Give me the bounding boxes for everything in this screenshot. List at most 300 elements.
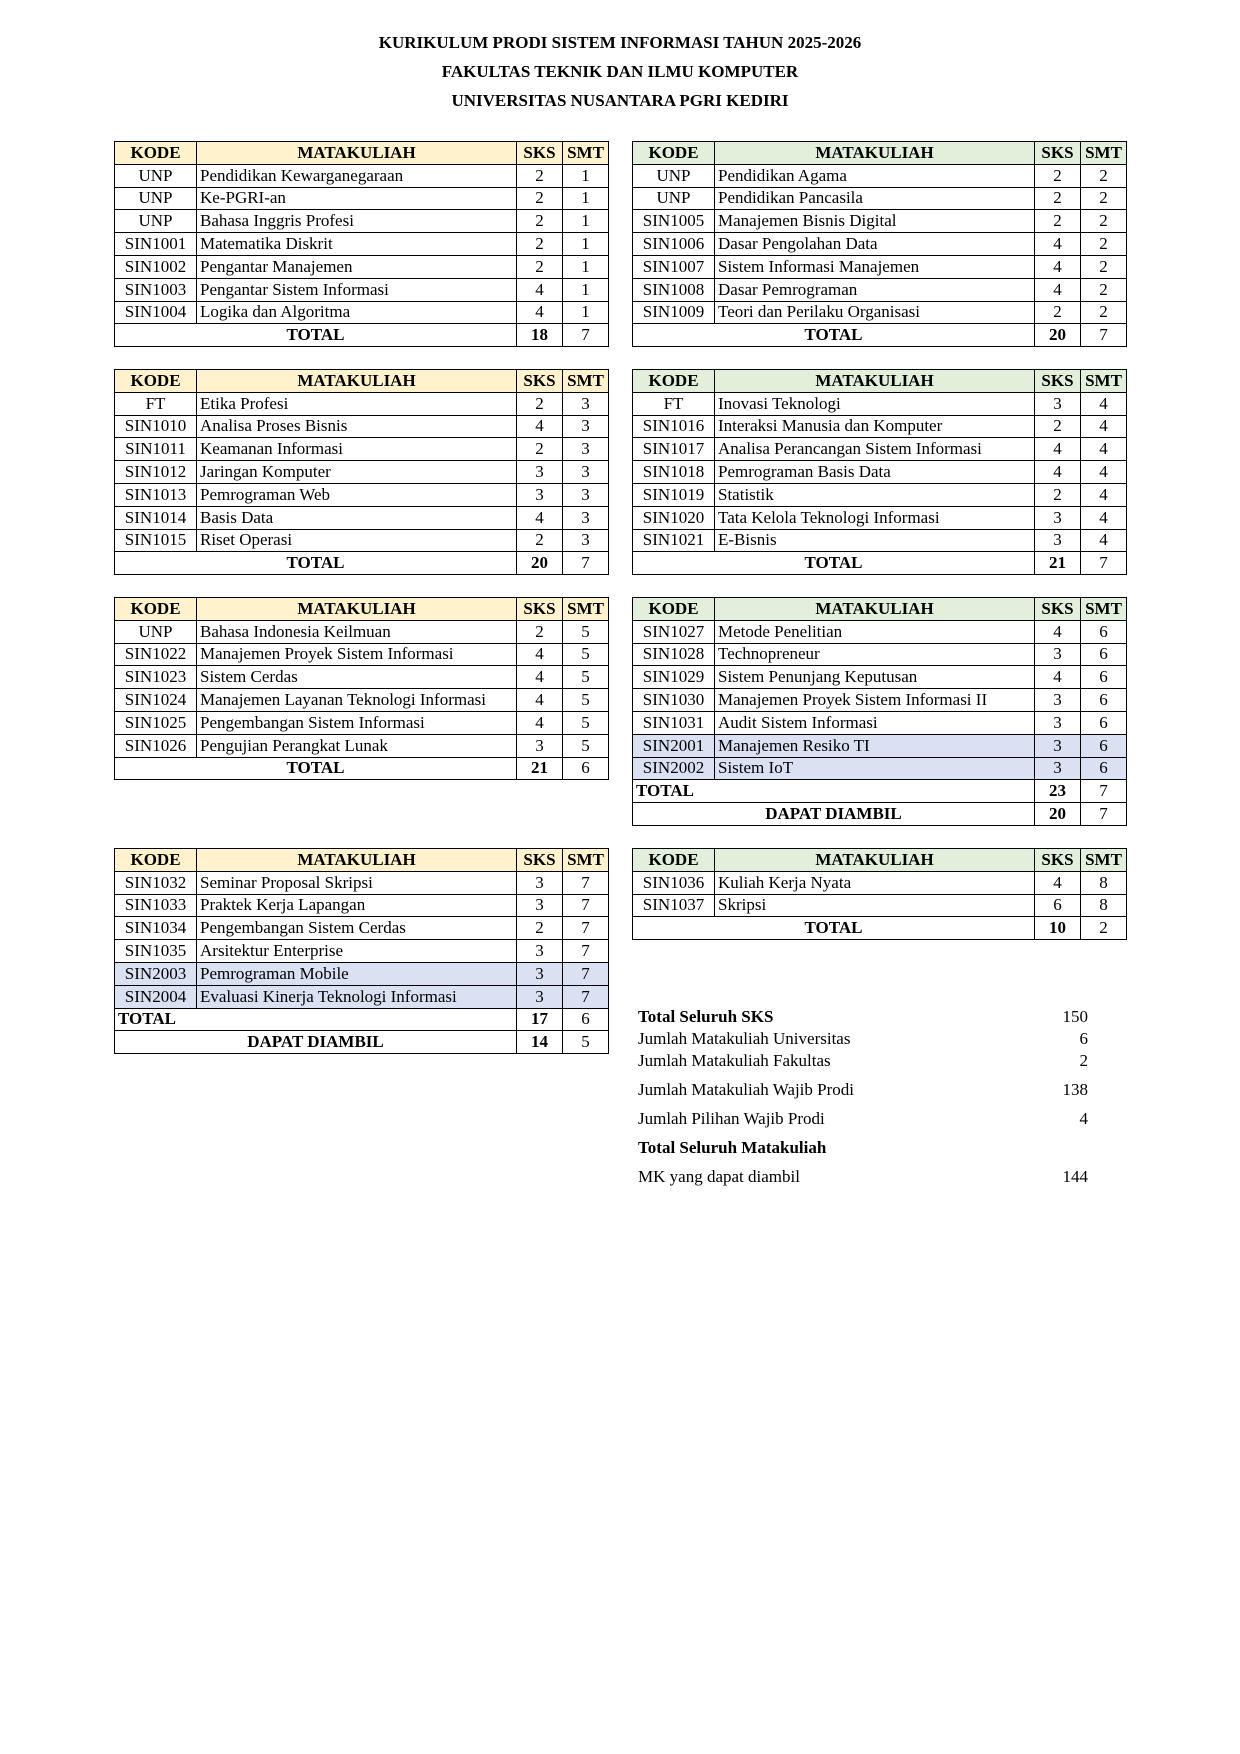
column-header-matakuliah: MATAKULIAH <box>715 370 1035 393</box>
total-label: TOTAL <box>115 1008 517 1031</box>
course-name: Skripsi <box>715 894 1035 917</box>
table-row <box>115 940 609 963</box>
course-code: UNP <box>633 187 715 210</box>
table-row <box>115 985 609 1008</box>
course-code: SIN1011 <box>115 438 197 461</box>
course-code: SIN1027 <box>633 620 715 643</box>
course-name: Audit Sistem Informasi <box>715 711 1035 734</box>
summary-label: Jumlah Matakuliah Fakultas <box>638 1051 831 1070</box>
course-sks: 2 <box>517 917 563 940</box>
course-smt: 5 <box>563 643 609 666</box>
summary-label: Total Seluruh Matakuliah <box>638 1138 827 1157</box>
dapat-diambil-smt: 7 <box>1081 803 1127 826</box>
table-row <box>633 483 1127 506</box>
university-title: UNIVERSITAS NUSANTARA PGRI KEDIRI <box>451 91 789 110</box>
course-smt: 5 <box>563 689 609 712</box>
total-row <box>633 324 1127 347</box>
course-sks: 4 <box>1035 666 1081 689</box>
course-smt: 4 <box>1081 529 1127 552</box>
table-header-row <box>115 370 609 393</box>
summary-label: Jumlah Matakuliah Universitas <box>638 1029 851 1048</box>
course-code: SIN1029 <box>633 666 715 689</box>
course-smt: 6 <box>1081 620 1127 643</box>
course-smt: 5 <box>563 734 609 757</box>
course-name: Manajemen Proyek Sistem Informasi II <box>715 689 1035 712</box>
course-sks: 2 <box>517 210 563 233</box>
course-sks: 3 <box>517 871 563 894</box>
course-smt: 7 <box>563 940 609 963</box>
course-smt: 1 <box>563 301 609 324</box>
column-header-sks: SKS <box>1035 849 1081 872</box>
total-smt: 7 <box>1081 552 1127 575</box>
summary-label: MK yang dapat diambil <box>638 1167 800 1186</box>
course-name: Pengembangan Sistem Informasi <box>197 711 517 734</box>
course-code: SIN1004 <box>115 301 197 324</box>
semester-table <box>114 848 609 1054</box>
course-sks: 4 <box>517 711 563 734</box>
table-row <box>115 734 609 757</box>
total-label: TOTAL <box>633 552 1035 575</box>
course-name: Technopreneur <box>715 643 1035 666</box>
course-code: UNP <box>115 210 197 233</box>
total-row <box>115 552 609 575</box>
table-header-row <box>115 142 609 165</box>
course-sks: 6 <box>1035 894 1081 917</box>
course-name: Teori dan Perilaku Organisasi <box>715 301 1035 324</box>
total-row <box>633 917 1127 940</box>
course-sks: 3 <box>1035 529 1081 552</box>
column-header-kode: KODE <box>115 849 197 872</box>
summary-value: 144 <box>1062 1167 1088 1186</box>
column-header-smt: SMT <box>563 849 609 872</box>
course-code: SIN1033 <box>115 894 197 917</box>
table-row <box>633 301 1127 324</box>
course-smt: 1 <box>563 187 609 210</box>
course-smt: 3 <box>563 529 609 552</box>
course-smt: 4 <box>1081 461 1127 484</box>
course-code: UNP <box>115 187 197 210</box>
dapat-diambil-smt: 5 <box>563 1031 609 1054</box>
course-smt: 7 <box>563 894 609 917</box>
semester-table <box>632 848 1127 940</box>
course-code: SIN1013 <box>115 483 197 506</box>
semester-table <box>632 141 1127 347</box>
document-title: KURIKULUM PRODI SISTEM INFORMASI TAHUN 2025-2026 <box>378 33 862 52</box>
total-sks: 17 <box>517 1008 563 1031</box>
course-name: Inovasi Teknologi <box>715 392 1035 415</box>
course-sks: 4 <box>1035 278 1081 301</box>
table-row <box>633 278 1127 301</box>
course-sks: 2 <box>517 529 563 552</box>
course-code: SIN1031 <box>633 711 715 734</box>
summary-row <box>638 1051 1088 1073</box>
course-sks: 3 <box>517 894 563 917</box>
course-name: Evaluasi Kinerja Teknologi Informasi <box>197 985 517 1008</box>
course-code: SIN1014 <box>115 506 197 529</box>
semester-table <box>114 597 609 780</box>
course-name: Praktek Kerja Lapangan <box>197 894 517 917</box>
table-row <box>115 278 609 301</box>
table-row <box>633 164 1127 187</box>
course-sks: 2 <box>1035 415 1081 438</box>
course-sks: 3 <box>1035 392 1081 415</box>
table-row <box>115 711 609 734</box>
table-row <box>633 643 1127 666</box>
table-row <box>115 187 609 210</box>
total-sks: 10 <box>1035 917 1081 940</box>
table-row <box>115 666 609 689</box>
course-name: Pengujian Perangkat Lunak <box>197 734 517 757</box>
course-name: Pendidikan Kewarganegaraan <box>197 164 517 187</box>
table-row <box>633 210 1127 233</box>
course-sks: 3 <box>1035 643 1081 666</box>
course-sks: 4 <box>517 643 563 666</box>
course-smt: 7 <box>563 985 609 1008</box>
table-row <box>115 461 609 484</box>
course-name: Pengantar Manajemen <box>197 255 517 278</box>
total-row <box>115 1008 609 1031</box>
course-smt: 4 <box>1081 483 1127 506</box>
total-smt: 7 <box>1081 780 1127 803</box>
course-smt: 8 <box>1081 871 1127 894</box>
table-header-row <box>633 598 1127 621</box>
dapat-diambil-row <box>633 803 1127 826</box>
table-row <box>633 711 1127 734</box>
course-sks: 3 <box>517 962 563 985</box>
course-smt: 3 <box>563 506 609 529</box>
table-row <box>115 483 609 506</box>
course-smt: 3 <box>563 415 609 438</box>
course-smt: 6 <box>1081 734 1127 757</box>
column-header-matakuliah: MATAKULIAH <box>197 598 517 621</box>
summary-label: Total Seluruh SKS <box>638 1007 774 1026</box>
column-header-smt: SMT <box>563 598 609 621</box>
course-sks: 3 <box>1035 689 1081 712</box>
course-smt: 6 <box>1081 711 1127 734</box>
column-header-kode: KODE <box>115 142 197 165</box>
total-smt: 7 <box>563 552 609 575</box>
course-smt: 3 <box>563 461 609 484</box>
column-header-kode: KODE <box>633 598 715 621</box>
course-sks: 2 <box>517 187 563 210</box>
summary-label: Jumlah Pilihan Wajib Prodi <box>638 1109 825 1128</box>
course-sks: 3 <box>517 734 563 757</box>
table-row <box>115 620 609 643</box>
course-smt: 5 <box>563 711 609 734</box>
course-smt: 1 <box>563 278 609 301</box>
course-sks: 2 <box>1035 483 1081 506</box>
course-name: Jaringan Komputer <box>197 461 517 484</box>
table-row <box>633 187 1127 210</box>
course-name: Sistem IoT <box>715 757 1035 780</box>
course-sks: 4 <box>517 666 563 689</box>
course-smt: 2 <box>1081 233 1127 256</box>
course-code: SIN1007 <box>633 255 715 278</box>
course-name: Metode Penelitian <box>715 620 1035 643</box>
course-code: SIN1008 <box>633 278 715 301</box>
course-code: SIN1009 <box>633 301 715 324</box>
course-sks: 4 <box>1035 620 1081 643</box>
table-row <box>633 529 1127 552</box>
summary-row <box>638 1167 1088 1189</box>
column-header-smt: SMT <box>1081 370 1127 393</box>
summary-row <box>638 1029 1088 1051</box>
course-name: Statistik <box>715 483 1035 506</box>
course-code: SIN2004 <box>115 985 197 1008</box>
course-code: UNP <box>115 620 197 643</box>
total-row <box>633 780 1127 803</box>
total-row <box>115 757 609 780</box>
course-code: SIN1023 <box>115 666 197 689</box>
course-smt: 1 <box>563 233 609 256</box>
course-smt: 3 <box>563 392 609 415</box>
table-row <box>115 506 609 529</box>
course-name: Manajemen Bisnis Digital <box>715 210 1035 233</box>
course-code: SIN1017 <box>633 438 715 461</box>
course-sks: 2 <box>1035 210 1081 233</box>
course-name: Etika Profesi <box>197 392 517 415</box>
course-sks: 3 <box>517 940 563 963</box>
total-smt: 7 <box>563 324 609 347</box>
column-header-matakuliah: MATAKULIAH <box>715 598 1035 621</box>
course-smt: 4 <box>1081 392 1127 415</box>
column-header-matakuliah: MATAKULIAH <box>197 849 517 872</box>
course-smt: 2 <box>1081 187 1127 210</box>
course-sks: 3 <box>517 483 563 506</box>
table-header-row <box>115 849 609 872</box>
course-smt: 6 <box>1081 757 1127 780</box>
table-row <box>633 255 1127 278</box>
course-code: SIN1019 <box>633 483 715 506</box>
course-name: Logika dan Algoritma <box>197 301 517 324</box>
column-header-sks: SKS <box>517 142 563 165</box>
course-sks: 2 <box>517 164 563 187</box>
total-sks: 21 <box>517 757 563 780</box>
table-row <box>115 894 609 917</box>
column-header-sks: SKS <box>517 849 563 872</box>
course-sks: 2 <box>517 392 563 415</box>
course-smt: 4 <box>1081 506 1127 529</box>
table-row <box>633 894 1127 917</box>
course-name: Keamanan Informasi <box>197 438 517 461</box>
course-sks: 2 <box>517 438 563 461</box>
table-row <box>115 871 609 894</box>
course-code: SIN1018 <box>633 461 715 484</box>
total-row <box>633 552 1127 575</box>
course-smt: 6 <box>1081 689 1127 712</box>
total-sks: 21 <box>1035 552 1081 575</box>
table-header-row <box>115 598 609 621</box>
table-header-row <box>633 370 1127 393</box>
total-label: TOTAL <box>115 324 517 347</box>
column-header-kode: KODE <box>633 142 715 165</box>
column-header-smt: SMT <box>1081 598 1127 621</box>
course-sks: 4 <box>517 689 563 712</box>
total-label: TOTAL <box>115 552 517 575</box>
course-sks: 3 <box>517 985 563 1008</box>
course-smt: 3 <box>563 438 609 461</box>
summary-row <box>638 1080 1088 1102</box>
course-code: UNP <box>115 164 197 187</box>
column-header-smt: SMT <box>563 142 609 165</box>
course-code: SIN1025 <box>115 711 197 734</box>
course-code: SIN2002 <box>633 757 715 780</box>
total-label: TOTAL <box>633 917 1035 940</box>
column-header-sks: SKS <box>517 598 563 621</box>
course-name: Tata Kelola Teknologi Informasi <box>715 506 1035 529</box>
table-row <box>115 643 609 666</box>
course-sks: 2 <box>1035 164 1081 187</box>
course-sks: 2 <box>1035 187 1081 210</box>
course-sks: 4 <box>1035 461 1081 484</box>
course-code: SIN1035 <box>115 940 197 963</box>
table-row <box>115 301 609 324</box>
semester-table <box>632 597 1127 826</box>
course-code: SIN1015 <box>115 529 197 552</box>
total-sks: 23 <box>1035 780 1081 803</box>
course-code: SIN2003 <box>115 962 197 985</box>
table-row <box>633 461 1127 484</box>
course-name: Sistem Cerdas <box>197 666 517 689</box>
course-name: Analisa Perancangan Sistem Informasi <box>715 438 1035 461</box>
course-code: SIN1022 <box>115 643 197 666</box>
total-label: TOTAL <box>633 324 1035 347</box>
course-code: SIN1026 <box>115 734 197 757</box>
course-name: Ke-PGRI-an <box>197 187 517 210</box>
summary-row <box>638 1109 1088 1131</box>
course-name: Pemrograman Mobile <box>197 962 517 985</box>
course-name: Bahasa Indonesia Keilmuan <box>197 620 517 643</box>
table-row <box>115 210 609 233</box>
table-row <box>115 917 609 940</box>
column-header-kode: KODE <box>115 370 197 393</box>
course-smt: 2 <box>1081 301 1127 324</box>
table-row <box>633 666 1127 689</box>
course-sks: 3 <box>1035 506 1081 529</box>
course-smt: 2 <box>1081 278 1127 301</box>
column-header-smt: SMT <box>1081 142 1127 165</box>
course-code: FT <box>115 392 197 415</box>
column-header-sks: SKS <box>1035 142 1081 165</box>
course-smt: 5 <box>563 620 609 643</box>
dapat-diambil-label: DAPAT DIAMBIL <box>633 803 1035 826</box>
course-name: Sistem Informasi Manajemen <box>715 255 1035 278</box>
course-sks: 4 <box>517 506 563 529</box>
course-smt: 1 <box>563 255 609 278</box>
table-row <box>115 438 609 461</box>
total-smt: 2 <box>1081 917 1127 940</box>
total-label: TOTAL <box>115 757 517 780</box>
course-name: Pemrograman Basis Data <box>715 461 1035 484</box>
faculty-title: FAKULTAS TEKNIK DAN ILMU KOMPUTER <box>441 62 799 81</box>
course-smt: 6 <box>1081 643 1127 666</box>
course-smt: 4 <box>1081 438 1127 461</box>
course-smt: 5 <box>563 666 609 689</box>
table-row <box>115 962 609 985</box>
course-smt: 7 <box>563 962 609 985</box>
course-smt: 4 <box>1081 415 1127 438</box>
course-sks: 3 <box>1035 734 1081 757</box>
course-name: Manajemen Proyek Sistem Informasi <box>197 643 517 666</box>
dapat-diambil-sks: 20 <box>1035 803 1081 826</box>
course-sks: 4 <box>517 301 563 324</box>
table-row <box>115 415 609 438</box>
table-row <box>633 734 1127 757</box>
course-name: Manajemen Layanan Teknologi Informasi <box>197 689 517 712</box>
total-smt: 6 <box>563 1008 609 1031</box>
course-name: Pemrograman Web <box>197 483 517 506</box>
table-row <box>115 392 609 415</box>
table-row <box>633 415 1127 438</box>
course-name: E-Bisnis <box>715 529 1035 552</box>
course-sks: 4 <box>1035 233 1081 256</box>
course-sks: 4 <box>517 278 563 301</box>
course-code: SIN1010 <box>115 415 197 438</box>
course-name: Interaksi Manusia dan Komputer <box>715 415 1035 438</box>
course-name: Pengantar Sistem Informasi <box>197 278 517 301</box>
course-code: SIN1024 <box>115 689 197 712</box>
course-code: UNP <box>633 164 715 187</box>
course-code: SIN1037 <box>633 894 715 917</box>
course-name: Bahasa Inggris Profesi <box>197 210 517 233</box>
summary-row <box>638 1007 1088 1029</box>
column-header-smt: SMT <box>563 370 609 393</box>
course-name: Sistem Penunjang Keputusan <box>715 666 1035 689</box>
course-sks: 3 <box>1035 757 1081 780</box>
table-row <box>633 506 1127 529</box>
course-smt: 1 <box>563 210 609 233</box>
column-header-sks: SKS <box>517 370 563 393</box>
course-code: SIN1021 <box>633 529 715 552</box>
column-header-matakuliah: MATAKULIAH <box>197 370 517 393</box>
course-name: Kuliah Kerja Nyata <box>715 871 1035 894</box>
course-code: SIN1012 <box>115 461 197 484</box>
table-row <box>115 255 609 278</box>
semester-table <box>114 369 609 575</box>
total-row <box>115 324 609 347</box>
table-row <box>633 438 1127 461</box>
course-code: SIN1005 <box>633 210 715 233</box>
course-code: SIN2001 <box>633 734 715 757</box>
summary-row <box>638 1138 1088 1160</box>
total-sks: 20 <box>1035 324 1081 347</box>
column-header-kode: KODE <box>633 370 715 393</box>
dapat-diambil-sks: 14 <box>517 1031 563 1054</box>
column-header-sks: SKS <box>1035 370 1081 393</box>
course-smt: 6 <box>1081 666 1127 689</box>
course-code: SIN1030 <box>633 689 715 712</box>
table-row <box>115 529 609 552</box>
total-smt: 6 <box>563 757 609 780</box>
table-row <box>633 689 1127 712</box>
total-sks: 18 <box>517 324 563 347</box>
course-code: SIN1032 <box>115 871 197 894</box>
table-row <box>633 620 1127 643</box>
course-code: SIN1001 <box>115 233 197 256</box>
course-name: Basis Data <box>197 506 517 529</box>
course-code: FT <box>633 392 715 415</box>
table-row <box>115 689 609 712</box>
table-header-row <box>633 849 1127 872</box>
column-header-kode: KODE <box>633 849 715 872</box>
course-code: SIN1002 <box>115 255 197 278</box>
summary-label: Jumlah Matakuliah Wajib Prodi <box>638 1080 854 1099</box>
total-smt: 7 <box>1081 324 1127 347</box>
table-row <box>633 233 1127 256</box>
course-sks: 3 <box>1035 711 1081 734</box>
course-sks: 2 <box>1035 301 1081 324</box>
column-header-matakuliah: MATAKULIAH <box>715 849 1035 872</box>
